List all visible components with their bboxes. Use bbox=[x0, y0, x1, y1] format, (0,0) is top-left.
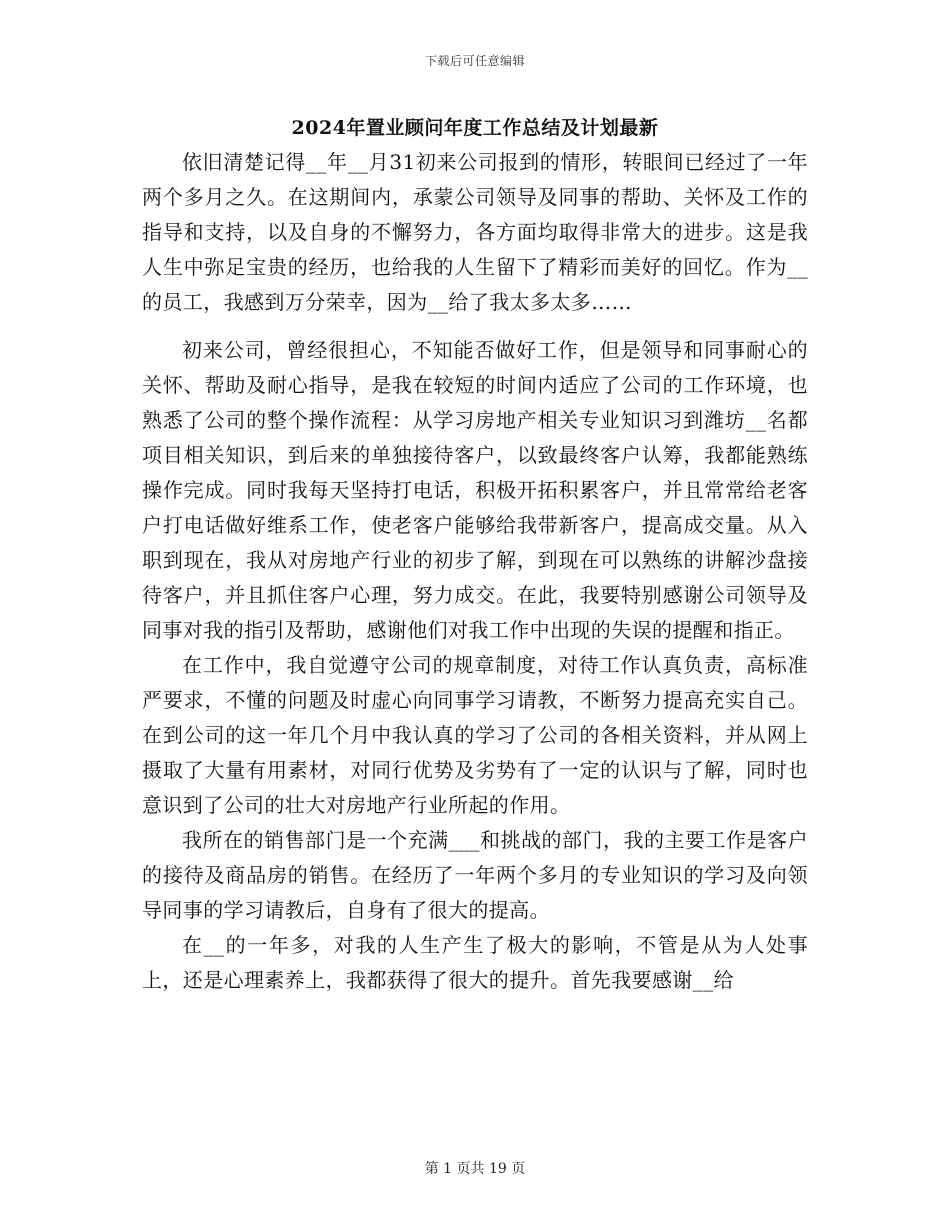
paragraph-personal-growth: 在__的一年多，对我的人生产生了极大的影响，不管是从为人处事上，还是心理素养上，我都获得了很大的提升。首先我要感谢__给 bbox=[142, 933, 808, 992]
document-body bbox=[142, 145, 808, 998]
page-header-note: 下载后可任意编辑 bbox=[424, 54, 525, 68]
document-title: 2024年置业顾问年度工作总结及计划最新 bbox=[291, 117, 659, 139]
paragraph-sales-department: 我所在的销售部门是一个充满___和挑战的部门，我的主要工作是客户的接待及商品房的销售。在经历了一年两个多月的专业知识的学习及向领导同事的学习请教后，自身有了很大的提高。 bbox=[142, 828, 808, 922]
paragraph-work-attitude: 在工作中，我自觉遵守公司的规章制度，对待工作认真负责，高标准严要求，不懂的问题及时虚心向同事学习请教，不断努力提高充实自己。在到公司的这一年几个月中我认真的学习了公司的各相关资料，并从网上摄取了大量有用素材，对同行优势及劣势有了一定的认识与了解，同时也意识到了公司的壮大对房地产行业所起的作用。 bbox=[142, 653, 808, 817]
paragraph-intro: 依旧清楚记得__年__月31初来公司报到的情形，转眼间已经过了一年两个多月之久。在这期间内，承蒙公司领导及同事的帮助、关怀及工作的指导和支持，以及自身的不懈努力，各方面均取得非常大的进步。这是我人生中弥足宝贵的经历，也给我的人生留下了精彩而美好的回忆。作为__的员工，我感到万分荣幸，因为__给了我太多太多…… bbox=[142, 150, 808, 314]
paragraph-joining-company: 初来公司，曾经很担心，不知能否做好工作，但是领导和同事耐心的关怀、帮助及耐心指导，是我在较短的时间内适应了公司的工作环境，也熟悉了公司的整个操作流程：从学习房地产相关专业知识习到潍坊__名都项目相关知识，到后来的单独接待客户，以致最终客户认筹，我都能熟练操作完成。同时我每天坚持打电话，积极开拓积累客户，并且常常给老客户打电话做好维系工作，使老客户能够给我带新客户，提高成交量。从入职到现在，我从对房地产行业的初步了解，到现在可以熟练的讲解沙盘接待客户，并且抓住客户心理，努力成交。在此，我要特别感谢公司领导及同事对我的指引及帮助，感谢他们对我工作中出现的失误的提醒和指正。 bbox=[142, 338, 808, 642]
page-number: 第 1 页共 19 页 bbox=[424, 1161, 526, 1177]
